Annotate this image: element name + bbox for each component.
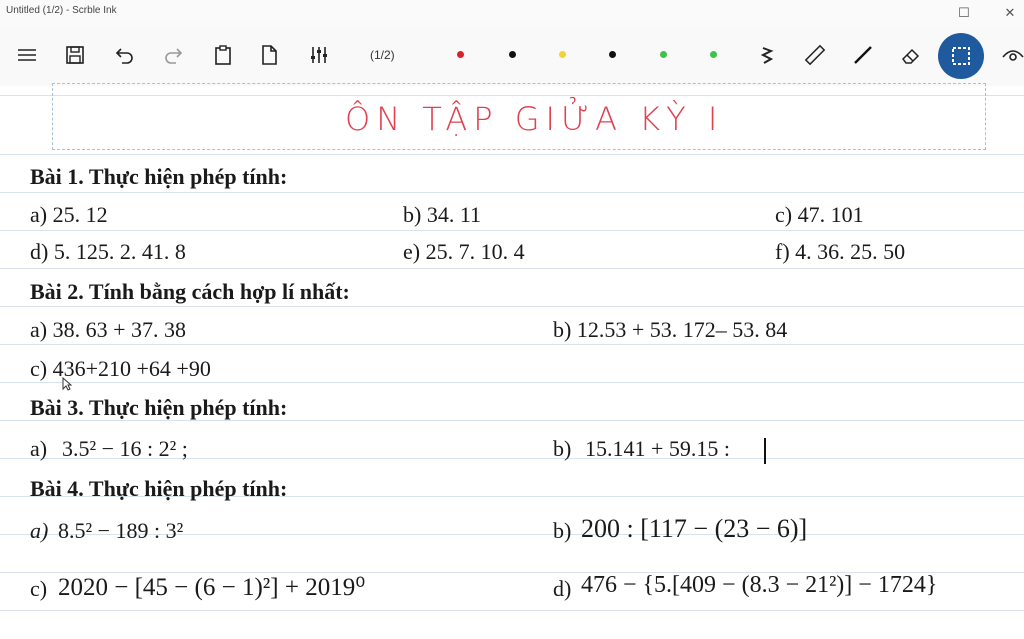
menu-icon <box>15 43 39 67</box>
page-icon <box>257 43 281 67</box>
bai3-a-label: a) <box>30 436 48 461</box>
pen-icon <box>851 43 875 67</box>
toolbar <box>0 26 1024 86</box>
bai1-e: e) 25. 7. 10. 4 <box>403 239 525 264</box>
color-yellow-button[interactable] <box>559 51 566 58</box>
bai1-f: f) 4. 36. 25. 50 <box>775 239 906 264</box>
bai4-a-expr: 8.5² − 189 : 3² <box>58 518 184 543</box>
mouse-cursor-icon <box>62 377 72 391</box>
new-page-button[interactable] <box>252 38 286 72</box>
color-black-button[interactable] <box>509 51 516 58</box>
squiggle-pen-button[interactable] <box>750 38 784 72</box>
bai3-a-expr: 3.5² − 16 : 2² ; <box>62 436 188 461</box>
menu-button[interactable] <box>10 38 44 72</box>
page-indicator: (1/2) <box>370 48 395 62</box>
maximize-button[interactable]: ☐ <box>958 5 970 20</box>
select-button[interactable] <box>938 33 984 79</box>
handwritten-heading: ÔN TẬP GIỬA KỲ I <box>345 100 724 138</box>
text-caret <box>764 438 766 464</box>
title-bar <box>0 0 1024 26</box>
settings-button[interactable] <box>302 38 336 72</box>
sliders-icon <box>307 43 331 67</box>
bai4-b-label: b) <box>553 518 572 543</box>
bai1-title: Bài 1. Thực hiện phép tính: <box>30 164 288 189</box>
bai1-a: a) 25. 12 <box>30 202 108 227</box>
clipboard-icon <box>211 43 235 67</box>
undo-button[interactable] <box>108 38 142 72</box>
bai2-a: a) 38. 63 + 37. 38 <box>30 317 186 342</box>
save-icon <box>63 43 87 67</box>
bai4-b-expr: 200 : [117 − (23 − 6)] <box>581 514 808 543</box>
bai1-c: c) 47. 101 <box>775 202 864 227</box>
bai2-title: Bài 2. Tính bằng cách hợp lí nhất: <box>30 279 350 304</box>
squiggle-icon <box>755 43 779 67</box>
eraser-button[interactable] <box>894 38 928 72</box>
bai2-c: c) 436+210 +64 +90 <box>30 356 211 381</box>
bai1-b: b) 34. 11 <box>403 202 482 227</box>
pen-button[interactable] <box>846 38 880 72</box>
view-button[interactable] <box>996 38 1024 72</box>
bai4-d-expr: 476 − {5.[409 − (8.3 − 21²)] − 1724} <box>581 572 938 598</box>
bai4-title: Bài 4. Thực hiện phép tính: <box>30 476 288 501</box>
color-black-2-button[interactable] <box>609 51 616 58</box>
bai4-d-label: d) <box>553 576 572 601</box>
redo-icon <box>161 43 185 67</box>
canvas[interactable] <box>0 86 1024 639</box>
window-title: Untitled (1/2) - Scrble Ink <box>6 5 117 16</box>
bai4-c-expr: 2020 − [45 − (6 − 1)²] + 2019⁰ <box>58 574 366 601</box>
bai1-d: d) 5. 125. 2. 41. 8 <box>30 239 186 264</box>
color-green-button[interactable] <box>660 51 667 58</box>
eraser-icon <box>899 43 923 67</box>
paste-button[interactable] <box>206 38 240 72</box>
bai4-c-label: c) <box>30 576 48 601</box>
bai2-b: b) 12.53 + 53. 172– 53. 84 <box>553 317 788 342</box>
redo-button[interactable] <box>156 38 190 72</box>
color-green-2-button[interactable] <box>710 51 717 58</box>
ruler-icon <box>803 43 827 67</box>
bai3-b-label: b) <box>553 436 572 461</box>
bai3-title: Bài 3. Thực hiện phép tính: <box>30 395 288 420</box>
color-red-button[interactable] <box>457 51 464 58</box>
save-button[interactable] <box>58 38 92 72</box>
bai3-b-expr: 15.141 + 59.15 : <box>585 436 731 461</box>
undo-icon <box>113 43 137 67</box>
eye-icon <box>1001 43 1024 67</box>
close-button[interactable]: ✕ <box>1004 5 1016 20</box>
bai4-a-label: a) <box>30 518 49 543</box>
ruler-button[interactable] <box>798 38 832 72</box>
select-icon <box>949 44 973 68</box>
